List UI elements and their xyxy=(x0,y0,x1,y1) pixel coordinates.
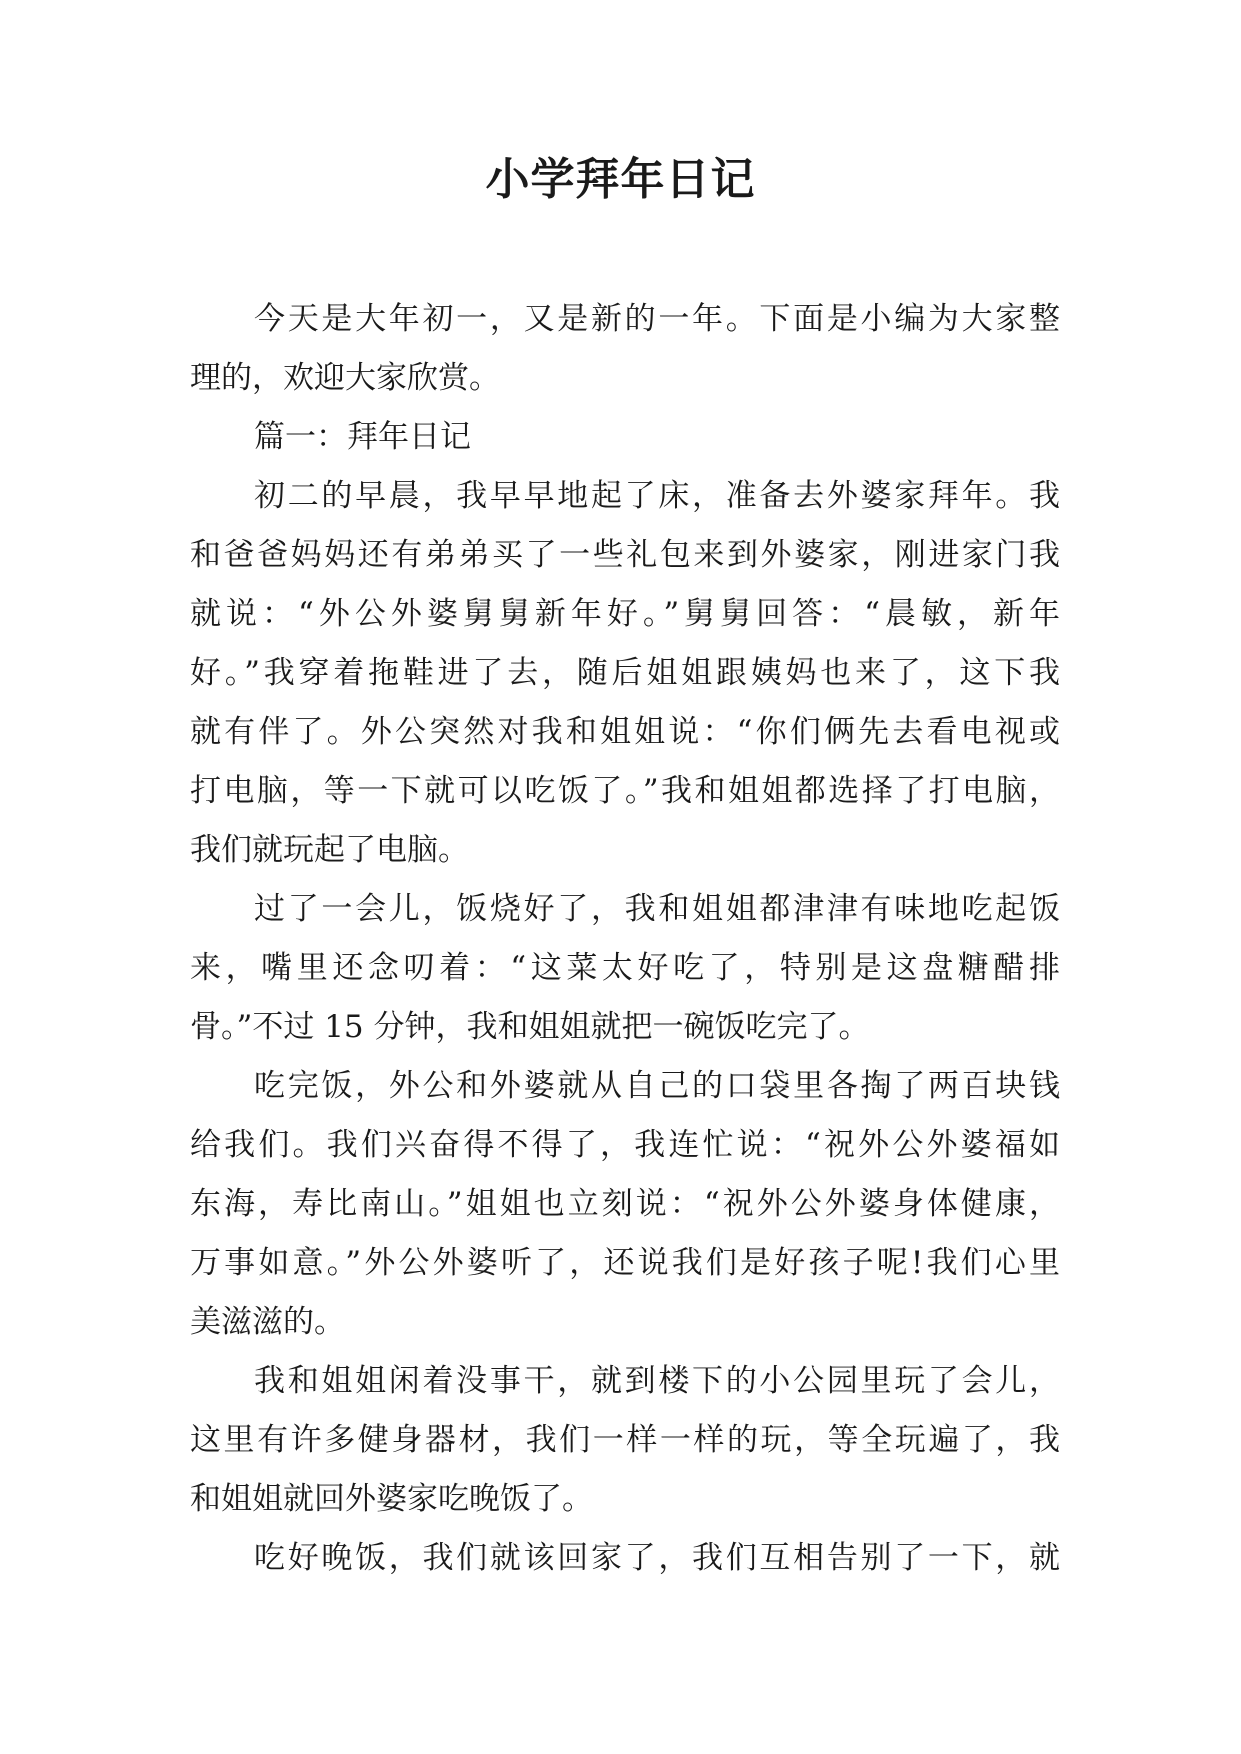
text-line: 我和姐姐闲着没事干，就到楼下的小公园里玩了会儿， xyxy=(254,1363,1060,1399)
text-line: 篇一：拜年日记 xyxy=(254,419,471,455)
text-line: 万事如意。”外公外婆听了，还说我们是好孩子呢!我们心里 xyxy=(190,1245,1060,1281)
text-line: 东海，寿比南山。”姐姐也立刻说：“祝外公外婆身体健康， xyxy=(190,1186,1060,1222)
text-line: 初二的早晨，我早早地起了床，准备去外婆家拜年。我 xyxy=(254,478,1060,514)
text-line: 理的，欢迎大家欣赏。 xyxy=(190,360,500,396)
text-line: 我们就玩起了电脑。 xyxy=(190,832,469,868)
text-line: 吃好晚饭，我们就该回家了，我们互相告别了一下，就 xyxy=(254,1540,1060,1576)
text-line: 就说：“外公外婆舅舅新年好。”舅舅回答：“晨敏，新年 xyxy=(190,596,1060,632)
text-line: 骨。”不过 15 分钟，我和姐姐就把一碗饭吃完了。 xyxy=(190,1009,870,1045)
text-line: 就有伴了。外公突然对我和姐姐说：“你们俩先去看电视或 xyxy=(190,714,1060,750)
text-line: 和爸爸妈妈还有弟弟买了一些礼包来到外婆家，刚进家门我 xyxy=(190,537,1060,573)
document-body xyxy=(190,290,1060,1588)
text-line: 过了一会儿，饭烧好了，我和姐姐都津津有味地吃起饭 xyxy=(254,891,1060,927)
text-line: 打电脑，等一下就可以吃饭了。”我和姐姐都选择了打电脑， xyxy=(190,773,1060,809)
text-line: 和姐姐就回外婆家吃晚饭了。 xyxy=(190,1481,593,1517)
document-title: 小学拜年日记 xyxy=(485,154,756,205)
text-line: 今天是大年初一，又是新的一年。下面是小编为大家整 xyxy=(254,301,1060,337)
text-line: 美滋滋的。 xyxy=(190,1304,345,1340)
text-line: 好。”我穿着拖鞋进了去，随后姐姐跟姨妈也来了，这下我 xyxy=(190,655,1060,691)
text-line: 给我们。我们兴奋得不得了，我连忙说：“祝外公外婆福如 xyxy=(190,1127,1060,1163)
text-line: 来，嘴里还念叨着：“这菜太好吃了，特别是这盘糖醋排 xyxy=(190,950,1060,986)
text-line: 这里有许多健身器材，我们一样一样的玩，等全玩遍了，我 xyxy=(190,1422,1060,1458)
text-line: 吃完饭，外公和外婆就从自己的口袋里各掏了两百块钱 xyxy=(254,1068,1060,1104)
